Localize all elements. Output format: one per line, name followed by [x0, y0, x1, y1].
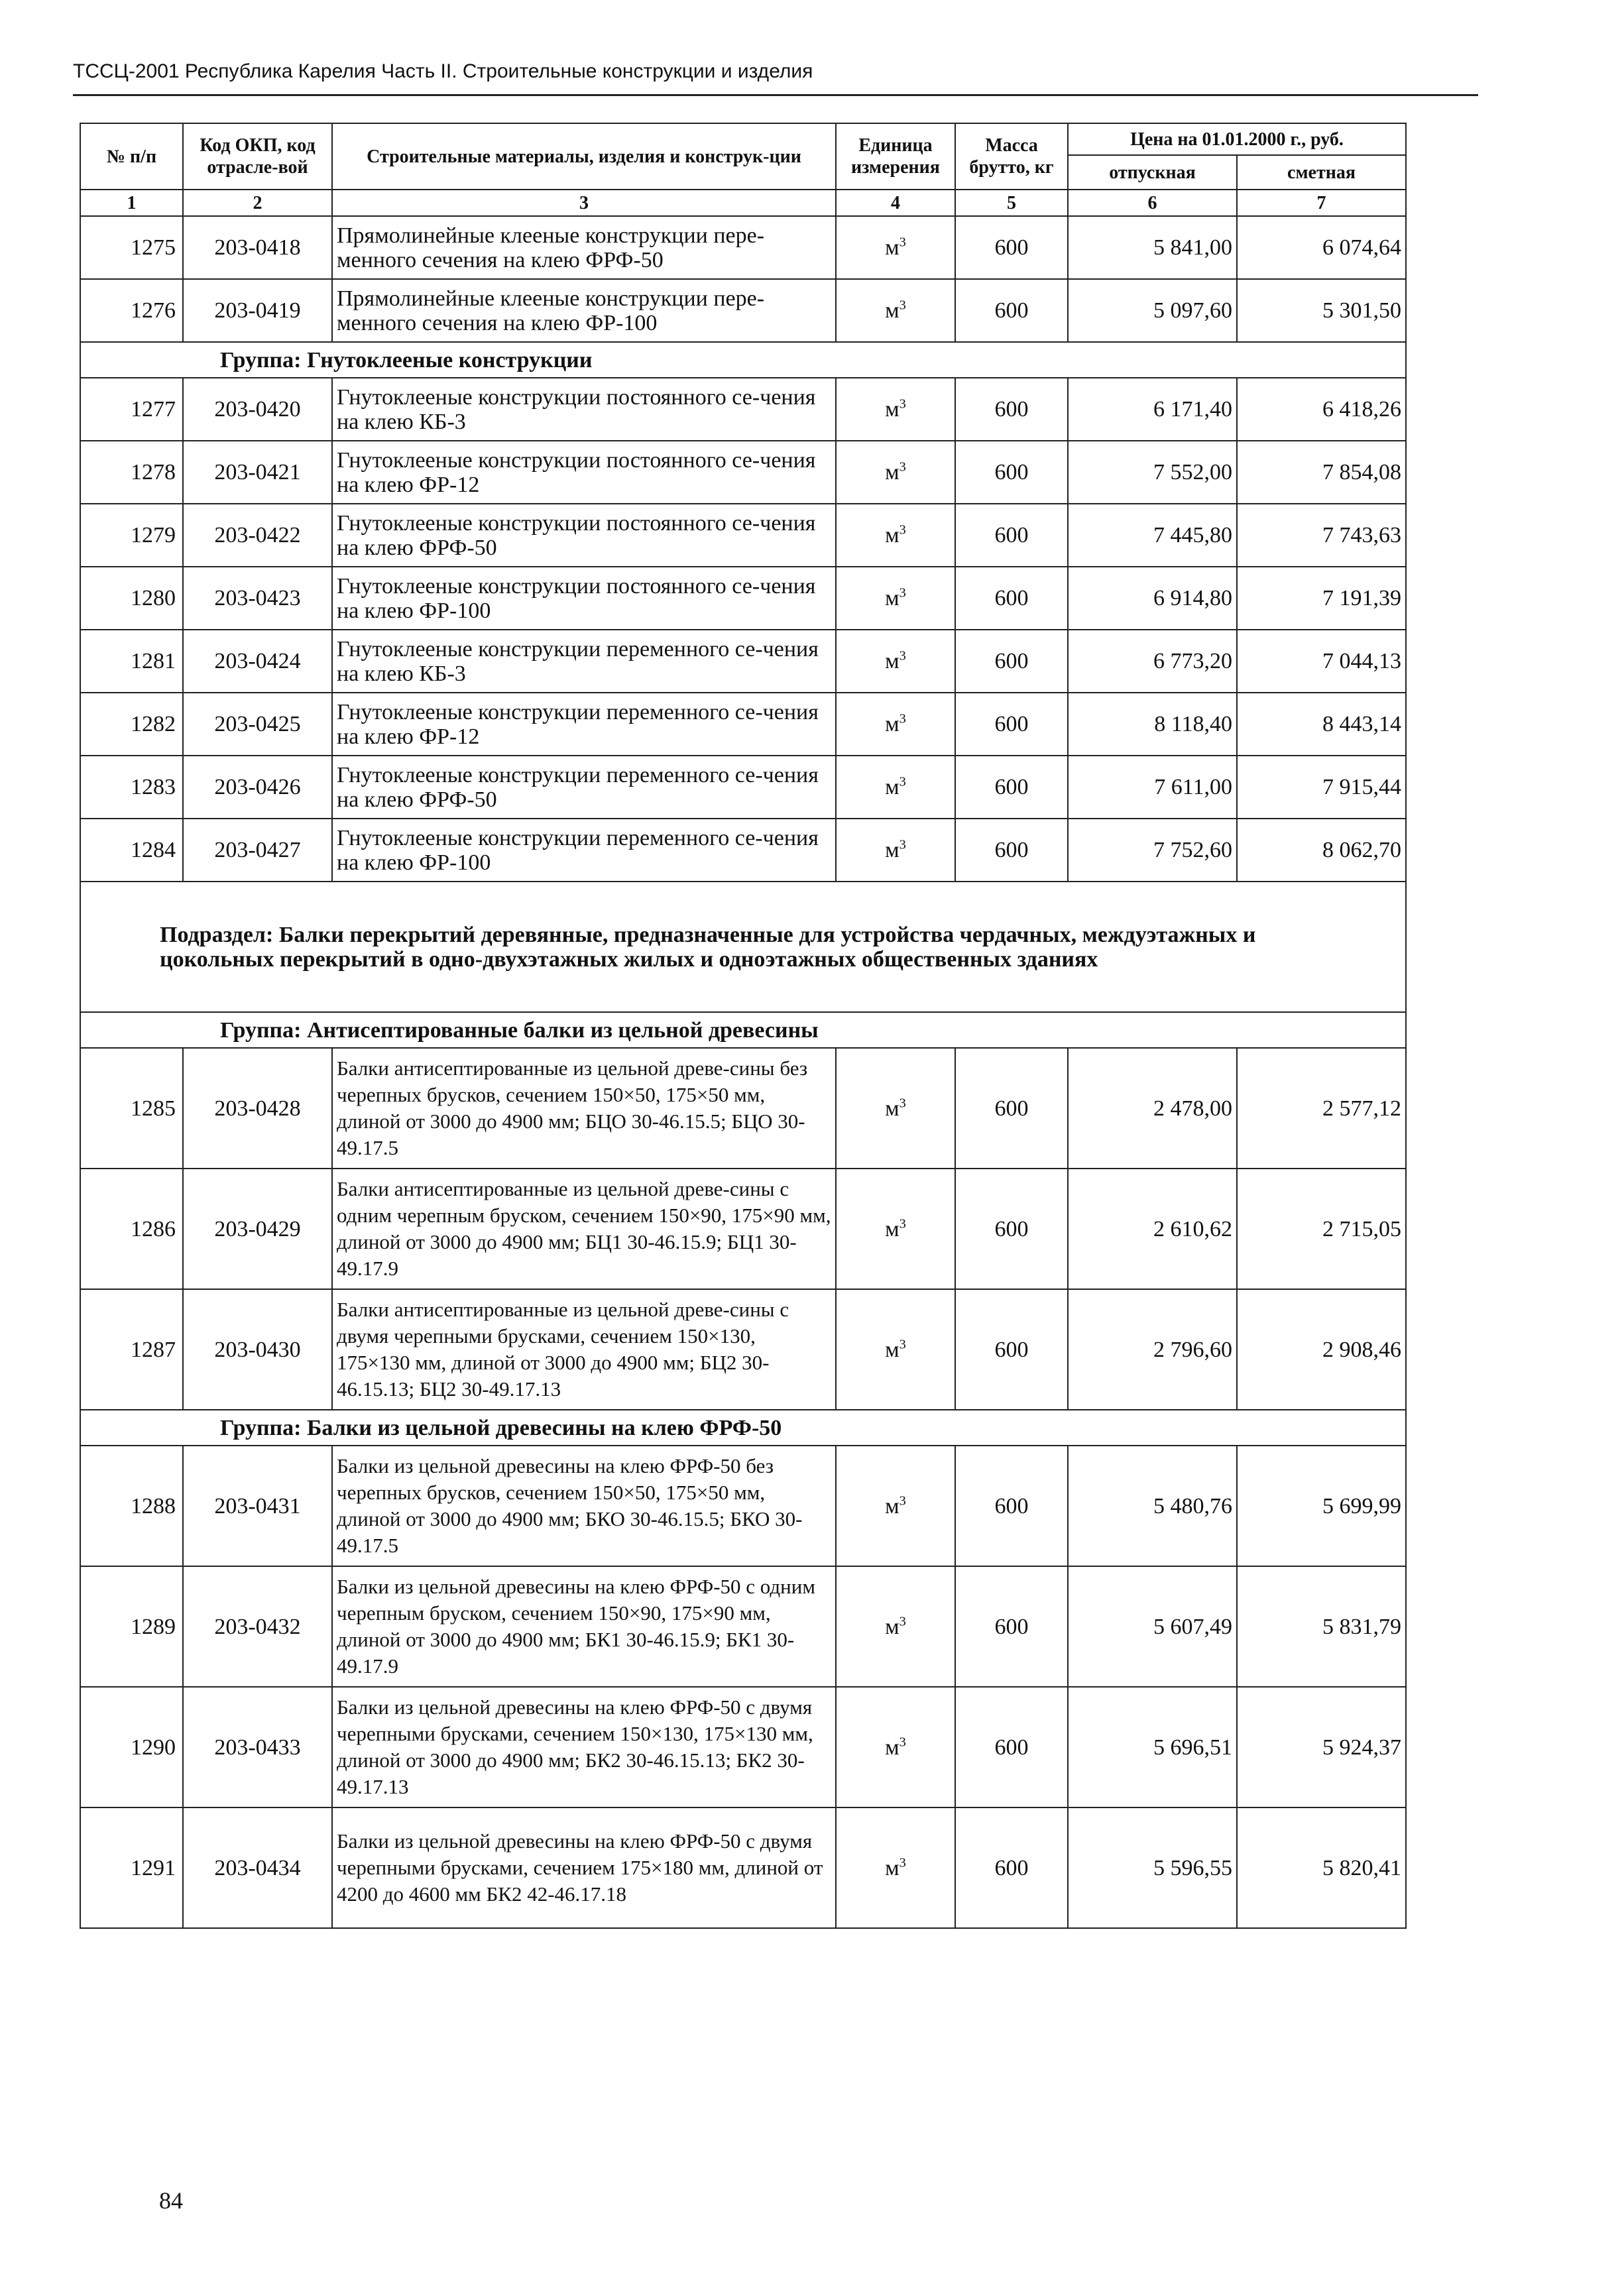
page-header: ТССЦ-2001 Республика Карелия Часть II. Строительные конструкции и изделия [73, 60, 813, 82]
row-number: 1284 [80, 819, 183, 882]
unit-exponent: 3 [899, 1096, 906, 1111]
row-price-release: 5 097,60 [1068, 279, 1237, 342]
unit-exponent: 3 [899, 1735, 906, 1750]
unit-base: м [885, 1735, 899, 1760]
table-row [80, 1169, 1406, 1289]
table-row [80, 1446, 1406, 1566]
row-price-release: 2 610,62 [1068, 1169, 1237, 1289]
col-header-num: № п/п [80, 123, 183, 190]
unit-exponent: 3 [899, 1337, 906, 1352]
row-number: 1279 [80, 504, 183, 567]
unit-base: м [885, 586, 899, 610]
row-name: Балки из цельной древесины на клею ФРФ-50 с двумя черепными брусками, сечением 150×130, 175×130 мм, длиной от 3000 до 4900 мм; БК2 30-46.15.13; БК2 30-49.17.13 [332, 1687, 836, 1807]
row-price-estimate: 2 577,12 [1237, 1048, 1406, 1169]
unit-base: м [885, 1216, 899, 1241]
row-name: Балки из цельной древесины на клею ФРФ-50 без черепных брусков, сечением 150×50, 175×50 мм, длиной от 3000 до 4900 мм; БКО 30-46.15.5; БКО 30-49.17.5 [332, 1446, 836, 1566]
table-row [80, 630, 1406, 693]
row-unit [836, 1566, 955, 1687]
price-table [80, 123, 1407, 1929]
row-price-release: 2 796,60 [1068, 1289, 1237, 1410]
group-name: Балки из цельной древесины на клею ФРФ-50 [306, 1415, 782, 1440]
row-price-release: 6 171,40 [1068, 378, 1237, 441]
column-index: 3 [332, 190, 836, 216]
subsection-title [80, 882, 1406, 1012]
row-number: 1283 [80, 756, 183, 819]
row-number: 1291 [80, 1807, 183, 1928]
row-price-release: 5 596,55 [1068, 1807, 1237, 1928]
row-mass: 600 [955, 1289, 1068, 1410]
unit-base: м [885, 1337, 899, 1362]
column-index-row [80, 190, 1406, 216]
unit-exponent: 3 [899, 298, 906, 313]
row-unit [836, 1687, 955, 1807]
rows-block-a [80, 216, 1406, 342]
header-rule [73, 94, 1478, 96]
row-price-release: 2 478,00 [1068, 1048, 1237, 1169]
row-code: 203-0422 [183, 504, 332, 567]
row-code: 203-0419 [183, 279, 332, 342]
subsection-row [80, 882, 1406, 1012]
unit-exponent: 3 [899, 396, 906, 412]
row-mass: 600 [955, 1169, 1068, 1289]
subsection-text: Балки перекрытий деревянные, предназначенные для устройства чердачных, междуэтажных и цокольных перекрытий в одно-двухэтажных жилых и одноэтажных общественных зданиях [160, 922, 1256, 972]
row-price-estimate: 5 924,37 [1237, 1687, 1406, 1807]
unit-base: м [885, 775, 899, 799]
row-name: Гнутоклееные конструкции переменного се-чения на клею ФР-100 [332, 819, 836, 882]
row-mass: 600 [955, 567, 1068, 630]
row-code: 203-0425 [183, 693, 332, 756]
unit-exponent: 3 [899, 1216, 906, 1232]
row-number: 1280 [80, 567, 183, 630]
row-mass: 600 [955, 441, 1068, 504]
row-number: 1282 [80, 693, 183, 756]
table-row [80, 1566, 1406, 1687]
row-name: Балки антисептированные из цельной древе-сины без черепных брусков, сечением 150×50, 175×50 мм, длиной от 3000 до 4900 мм; БЦО 30-46.15.5; БЦО 30-49.17.5 [332, 1048, 836, 1169]
row-code: 203-0430 [183, 1289, 332, 1410]
row-unit [836, 819, 955, 882]
group-name: Гнутоклееные конструкции [306, 347, 593, 372]
row-unit [836, 1289, 955, 1410]
row-price-release: 6 773,20 [1068, 630, 1237, 693]
table-row [80, 693, 1406, 756]
unit-base: м [885, 397, 899, 422]
row-name: Гнутоклееные конструкции постоянного се-чения на клею КБ-3 [332, 378, 836, 441]
row-unit [836, 1048, 955, 1169]
unit-base: м [885, 235, 899, 260]
row-mass: 600 [955, 1566, 1068, 1687]
row-code: 203-0423 [183, 567, 332, 630]
row-code: 203-0433 [183, 1687, 332, 1807]
row-price-estimate: 8 062,70 [1237, 819, 1406, 882]
row-mass: 600 [955, 504, 1068, 567]
row-name: Балки антисептированные из цельной древе-сины с одним черепным бруском, сечением 150×90, 175×90 мм, длиной от 3000 до 4900 мм; БЦ1 30-46.15.9; БЦ1 30-49.17.9 [332, 1169, 836, 1289]
col-header-price-estimate: сметная [1237, 155, 1406, 190]
row-price-release: 8 118,40 [1068, 693, 1237, 756]
table-row [80, 1289, 1406, 1410]
table-header-row [80, 123, 1406, 155]
row-price-release: 7 611,00 [1068, 756, 1237, 819]
row-name: Прямолинейные клееные конструкции пере-менного сечения на клею ФР-100 [332, 279, 836, 342]
row-mass: 600 [955, 630, 1068, 693]
unit-exponent: 3 [899, 1855, 906, 1870]
row-mass: 600 [955, 1807, 1068, 1928]
row-number: 1289 [80, 1566, 183, 1687]
row-unit [836, 441, 955, 504]
row-mass: 600 [955, 756, 1068, 819]
unit-exponent: 3 [899, 522, 906, 538]
col-header-unit: Единица измерения [836, 123, 955, 190]
column-index: 6 [1068, 190, 1237, 216]
row-name: Гнутоклееные конструкции переменного се-чения на клею КБ-3 [332, 630, 836, 693]
column-index: 1 [80, 190, 183, 216]
row-name: Балки антисептированные из цельной древе-сины с двумя черепными брусками, сечением 150×130, 175×130 мм, длиной от 3000 до 4900 мм; БЦ2 30-46.15.13; БЦ2 30-49.17.13 [332, 1289, 836, 1410]
row-number: 1287 [80, 1289, 183, 1410]
row-price-release: 7 752,60 [1068, 819, 1237, 882]
table-row [80, 378, 1406, 441]
column-index: 7 [1237, 190, 1406, 216]
row-price-estimate: 7 854,08 [1237, 441, 1406, 504]
row-mass: 600 [955, 693, 1068, 756]
row-code: 203-0421 [183, 441, 332, 504]
row-code: 203-0429 [183, 1169, 332, 1289]
row-mass: 600 [955, 378, 1068, 441]
row-code: 203-0434 [183, 1807, 332, 1928]
col-header-price: Цена на 01.01.2000 г., руб. [1068, 123, 1406, 155]
row-unit [836, 504, 955, 567]
row-name: Гнутоклееные конструкции постоянного се-чения на клею ФР-100 [332, 567, 836, 630]
row-number: 1281 [80, 630, 183, 693]
row-mass: 600 [955, 216, 1068, 279]
row-number: 1288 [80, 1446, 183, 1566]
col-header-code: Код ОКП, код отрасле-вой [183, 123, 332, 190]
group-row [80, 1012, 1406, 1048]
row-price-estimate: 7 743,63 [1237, 504, 1406, 567]
table-row [80, 441, 1406, 504]
row-number: 1278 [80, 441, 183, 504]
row-number: 1277 [80, 378, 183, 441]
row-price-release: 7 552,00 [1068, 441, 1237, 504]
unit-base: м [885, 712, 899, 736]
unit-base: м [885, 1493, 899, 1518]
unit-base: м [885, 1614, 899, 1639]
unit-base: м [885, 838, 899, 862]
unit-base: м [885, 298, 899, 323]
unit-exponent: 3 [899, 235, 906, 250]
table-row [80, 819, 1406, 882]
row-price-estimate: 6 074,64 [1237, 216, 1406, 279]
table-row [80, 1048, 1406, 1169]
row-code: 203-0427 [183, 819, 332, 882]
row-unit [836, 1169, 955, 1289]
row-mass: 600 [955, 1048, 1068, 1169]
unit-base: м [885, 460, 899, 485]
row-name: Гнутоклееные конструкции переменного се-чения на клею ФР-12 [332, 693, 836, 756]
page-number: 84 [159, 2187, 183, 2214]
table-row [80, 567, 1406, 630]
group-label: Группа: [220, 1415, 302, 1440]
row-price-estimate: 5 301,50 [1237, 279, 1406, 342]
row-price-estimate: 7 191,39 [1237, 567, 1406, 630]
table-row [80, 279, 1406, 342]
row-price-release: 5 607,49 [1068, 1566, 1237, 1687]
col-header-mass: Масса брутто, кг [955, 123, 1068, 190]
row-price-estimate: 2 908,46 [1237, 1289, 1406, 1410]
unit-exponent: 3 [899, 1614, 906, 1629]
row-unit [836, 693, 955, 756]
group-name: Антисептированные балки из цельной древесины [306, 1017, 819, 1043]
unit-exponent: 3 [899, 459, 906, 475]
row-price-estimate: 5 831,79 [1237, 1566, 1406, 1687]
row-price-release: 5 696,51 [1068, 1687, 1237, 1807]
row-unit [836, 1807, 955, 1928]
table-row [80, 1687, 1406, 1807]
rows-block-c [80, 1048, 1406, 1410]
group-title [80, 1410, 1406, 1446]
row-unit [836, 1446, 955, 1566]
row-mass: 600 [955, 1687, 1068, 1807]
row-code: 203-0424 [183, 630, 332, 693]
unit-base: м [885, 1855, 899, 1880]
unit-exponent: 3 [899, 585, 906, 601]
unit-exponent: 3 [899, 711, 906, 726]
row-price-estimate: 7 915,44 [1237, 756, 1406, 819]
row-code: 203-0428 [183, 1048, 332, 1169]
row-price-estimate: 6 418,26 [1237, 378, 1406, 441]
row-code: 203-0431 [183, 1446, 332, 1566]
subsection-label: Подраздел: [160, 922, 274, 947]
row-code: 203-0420 [183, 378, 332, 441]
unit-exponent: 3 [899, 837, 906, 852]
unit-base: м [885, 1096, 899, 1121]
row-price-estimate: 5 699,99 [1237, 1446, 1406, 1566]
table-row [80, 1807, 1406, 1928]
row-unit [836, 216, 955, 279]
unit-base: м [885, 649, 899, 673]
group-row [80, 1410, 1406, 1446]
row-mass: 600 [955, 279, 1068, 342]
row-unit [836, 279, 955, 342]
col-header-price-release: отпускная [1068, 155, 1237, 190]
row-name: Гнутоклееные конструкции постоянного се-чения на клею ФР-12 [332, 441, 836, 504]
row-number: 1290 [80, 1687, 183, 1807]
row-mass: 600 [955, 1446, 1068, 1566]
row-price-estimate: 8 443,14 [1237, 693, 1406, 756]
row-unit [836, 567, 955, 630]
table-row [80, 756, 1406, 819]
column-index: 2 [183, 190, 332, 216]
row-unit [836, 378, 955, 441]
row-code: 203-0432 [183, 1566, 332, 1687]
unit-exponent: 3 [899, 774, 906, 789]
row-price-estimate: 5 820,41 [1237, 1807, 1406, 1928]
row-number: 1276 [80, 279, 183, 342]
rows-block-d [80, 1446, 1406, 1928]
row-price-release: 5 841,00 [1068, 216, 1237, 279]
row-name: Балки из цельной древесины на клею ФРФ-50 с двумя черепными брусками, сечением 175×180 мм, длиной от 4200 до 4600 мм БК2 42-46.17.18 [332, 1807, 836, 1928]
row-price-release: 6 914,80 [1068, 567, 1237, 630]
group-row [80, 342, 1406, 378]
row-number: 1275 [80, 216, 183, 279]
row-price-estimate: 2 715,05 [1237, 1169, 1406, 1289]
group-label: Группа: [220, 1017, 302, 1043]
table-row [80, 216, 1406, 279]
group-title [80, 1012, 1406, 1048]
row-name: Прямолинейные клееные конструкции пере-менного сечения на клею ФРФ-50 [332, 216, 836, 279]
column-index: 4 [836, 190, 955, 216]
row-unit [836, 630, 955, 693]
rows-block-b [80, 378, 1406, 882]
row-unit [836, 756, 955, 819]
row-name: Гнутоклееные конструкции переменного се-чения на клею ФРФ-50 [332, 756, 836, 819]
row-code: 203-0426 [183, 756, 332, 819]
unit-exponent: 3 [899, 648, 906, 663]
column-index: 5 [955, 190, 1068, 216]
row-number: 1286 [80, 1169, 183, 1289]
row-number: 1285 [80, 1048, 183, 1169]
row-price-release: 7 445,80 [1068, 504, 1237, 567]
group-label: Группа: [220, 347, 302, 372]
group-title [80, 342, 1406, 378]
col-header-name: Строительные материалы, изделия и конструк-ции [332, 123, 836, 190]
row-mass: 600 [955, 819, 1068, 882]
unit-exponent: 3 [899, 1493, 906, 1509]
row-name: Гнутоклееные конструкции постоянного се-чения на клею ФРФ-50 [332, 504, 836, 567]
row-price-release: 5 480,76 [1068, 1446, 1237, 1566]
row-name: Балки из цельной древесины на клею ФРФ-50 с одним черепным бруском, сечением 150×90, 175×90 мм, длиной от 3000 до 4900 мм; БК1 30-46.15.9; БК1 30-49.17.9 [332, 1566, 836, 1687]
row-code: 203-0418 [183, 216, 332, 279]
unit-base: м [885, 523, 899, 547]
table-row [80, 504, 1406, 567]
row-price-estimate: 7 044,13 [1237, 630, 1406, 693]
